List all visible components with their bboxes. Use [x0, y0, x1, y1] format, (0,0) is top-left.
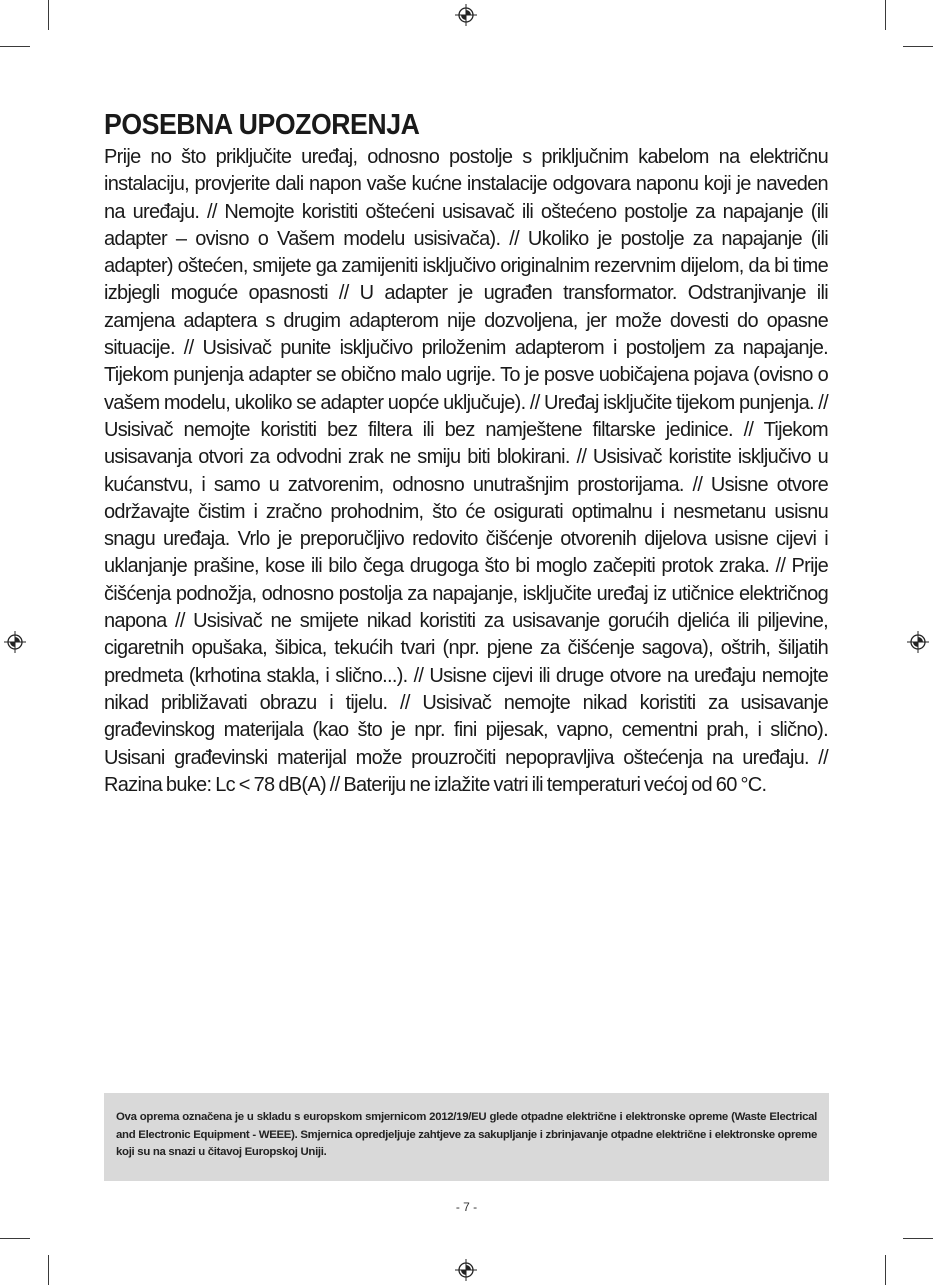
crop-mark-top-right-h: [903, 46, 933, 47]
section-title: POSEBNA UPOZORENJA: [104, 109, 420, 141]
registration-target-icon: [907, 631, 929, 653]
registration-target-icon: [455, 1259, 477, 1281]
registration-target-icon: [4, 631, 26, 653]
crop-mark-bottom-right-h: [903, 1238, 933, 1239]
crop-mark-top-left-h: [0, 46, 30, 47]
crop-mark-bottom-right: [885, 1255, 886, 1285]
crop-mark-top-right: [885, 0, 886, 30]
registration-target-icon: [455, 4, 477, 26]
crop-mark-bottom-left: [48, 1255, 49, 1285]
weee-notice-box: [104, 1093, 829, 1181]
warnings-section: [104, 108, 828, 799]
crop-mark-bottom-left-h: [0, 1238, 30, 1239]
page-number: - 7 -: [455, 1200, 478, 1214]
warnings-body-text: Prije no što priključite uređaj, odnosno postolje s priključnim kabelom na električnu instalaciju, provjerite dali napon vaše kućne instalacije odgovara naponu koji je naveden na uređaju. // Nemojte koristiti oštećeni usisavač ili oštećeno postolje za napajanje (ili adapter – ovisno o Vašem modelu usisivača). // Ukoliko je postolje za napajanje (ili adapter) oštećen, smijete ga zamijeniti isključivo originalnim rezervnim dijelom, da bi time izbjegli moguće opasnosti // U adapter je ugrađen transformator. Odstranjivanje ili zamjena adaptera s drugim adapterom nije dozvoljena, jer može dovesti do opasne situacije. // Usisivač punite isključivo priloženim adapterom i postoljem za napajanje. Tijekom punjenja adapter se obično malo ugrije. To je posve uobičajena pojava (ovisno o vašem modelu, ukoliko se adapter uopće uključuje). // Uređaj isključite tijekom punjenja. // Usisivač nemojte koristiti bez filtera ili bez namještene filtarske jedinice. // Tijekom usisavanja otvori za odvodni zrak ne smiju biti blokirani. // Usisivač koristite isključivo u kućanstvu, i samo u zatvorenim, odnosno unutrašnjim prostorijama. // Usisne otvore održavajte čistim i zračno prohodnim, što će osigurati optimalnu i nesmetanu usisnu snagu uređaja. Vrlo je preporučljivo redovito čišćenje otvorenih dijelova usisne cijevi i uklanjanje prašine, kose ili bilo čega drugoga što bi moglo začepiti protok zraka. // Prije čišćenja podnožja, odnosno postolja za napajanje, isključite uređaj iz utičnice električnog napona // Usisivač ne smijete nikad koristiti za usisavanje gorućih djelića ili piljevine, cigaretnih opušaka, šibica, tekućih tvari (npr. pjene za čišćenje sagova), oštrih, šiljatih predmeta (krhotina stakla, i slično...). // Usisne cijevi ili druge otvore na uređaju nemojte nikad približavati obrazu i tijelu. // Usisivač nemojte nikad koristiti za usisavanje građevinskog materijala (kao što je npr. fini pijesak, vapno, cementni prah, i slično). Usisani građevinski materijal može prouzročiti nepopravljiva oštećenja na uređaju. // Razina buke: Lc < 78 dB(A) // Bateriju ne izlažite vatri ili temperaturi većoj od 60 °C.: [104, 146, 828, 796]
weee-notice-text: Ova oprema označena je u skladu s europskom smjernicom 2012/19/EU glede otpadne električne i elektronske opreme (Waste Electrical and Electronic Equipment - WEEE). Smjernica opredjeljuje zahtjeve za sakupljanje i zbrinjavanje otpadne električne i elektronske opreme koji su na snazi u čitavoj Europskoj Uniji.: [116, 1111, 817, 1158]
crop-mark-top-left: [48, 0, 49, 30]
